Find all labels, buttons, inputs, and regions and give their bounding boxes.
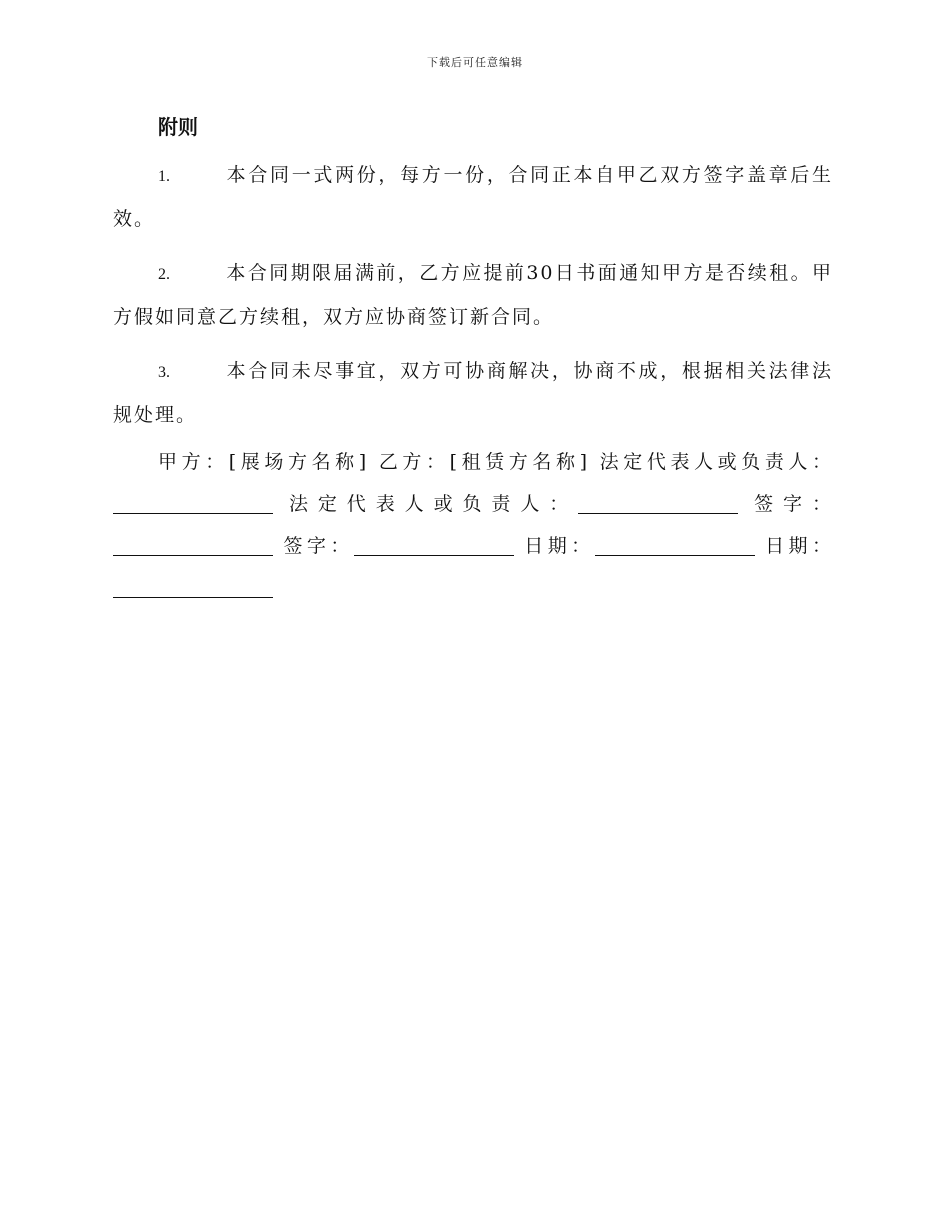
party-a-representative-blank [113, 491, 273, 514]
party-b-representative-blank [578, 491, 738, 514]
party-b-representative-label: 法定代表人或负责人： [288, 493, 579, 515]
party-a-signature-blank [113, 533, 273, 556]
item-number: 3. [158, 364, 170, 381]
signature-block [113, 441, 833, 609]
party-a-signature-label: 签字： [754, 493, 833, 515]
item-number: 1. [158, 168, 170, 185]
party-a-date-label: 日期： [524, 535, 595, 557]
party-b-date-label: 日期： [765, 535, 833, 557]
list-item [113, 154, 833, 240]
party-a-representative-label: 法定代表人或负责人： [599, 451, 834, 473]
party-b-signature-blank [354, 533, 514, 556]
party-a-date-blank [595, 533, 755, 556]
item-number: 2. [158, 266, 170, 283]
document-body [113, 112, 833, 609]
party-a-name: 甲方：[展场方名称] [158, 451, 369, 473]
page-header: 下载后可任意编辑 [427, 56, 523, 69]
party-b-signature-label: 签字： [283, 535, 354, 557]
list-item [113, 350, 833, 436]
item-text: 本合同未尽事宜，双方可协商解决，协商不成，根据相关法律法规处理。 [113, 360, 833, 426]
item-text: 本合同一式两份，每方一份，合同正本自甲乙双方签字盖章后生效。 [113, 164, 833, 230]
item-text: 本合同期限届满前，乙方应提前30日书面通知甲方是否续租。甲方假如同意乙方续租，双方应协商签订新合同。 [113, 262, 833, 328]
party-b-date-blank [113, 575, 273, 598]
list-item [113, 252, 833, 338]
party-b-name: 乙方：[租赁方名称] [378, 451, 590, 473]
section-title: 附则 [158, 115, 198, 139]
